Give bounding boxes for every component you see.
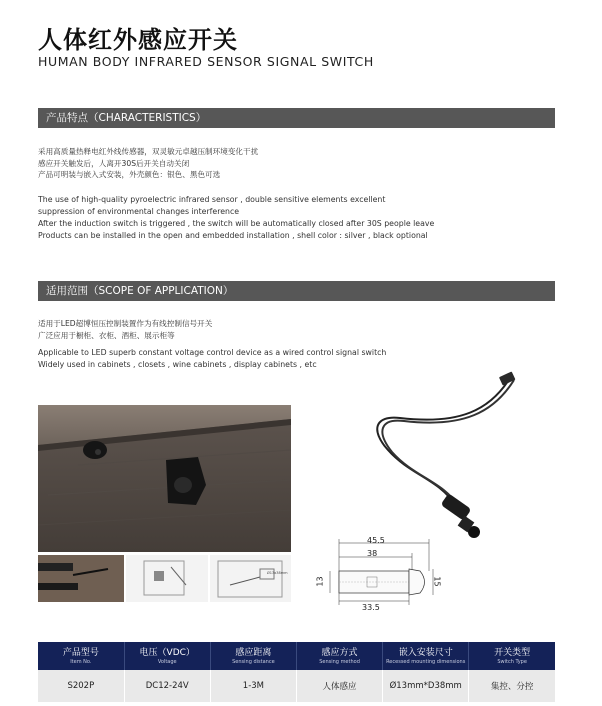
characteristics-cn-text [38, 146, 258, 181]
text-line: 采用高质量热释电红外线传感器，双灵敏元卓越压制环境变化干扰 [38, 147, 259, 156]
cell-voltage: DC12-24V [124, 670, 210, 702]
dimension-drawing [312, 525, 442, 615]
install-step-2-image [126, 555, 208, 602]
text-line: Applicable to LED superb constant voltage control device as a wired control signal switch [38, 348, 387, 357]
dimension-13: 13 [315, 576, 325, 587]
header-item-no: 产品型号 Item No. [38, 642, 124, 670]
text-line: Widely used in cabinets , closets , wine cabinets , display cabinets , etc [38, 360, 317, 369]
page-title: 人体红外感应开关 [38, 26, 238, 54]
application-en-text [38, 347, 386, 371]
cell-item-no: S202P [38, 670, 124, 702]
text-line: 产品可明装与嵌入式安装，外壳颜色：银色、黑色可选 [38, 170, 221, 179]
spec-table [38, 642, 555, 702]
hole-size-note: Ø13x38mm [267, 571, 288, 575]
installation-photo [38, 405, 291, 552]
cell-sensing-method: 人体感应 [296, 670, 382, 702]
characteristics-en-text [38, 194, 434, 242]
dimension-38: 38 [367, 549, 378, 558]
text-line: Products can be installed in the open and embedded installation , shell color : silver , black optional [38, 231, 428, 240]
header-sensing-method: 感应方式 Sensing method [296, 642, 382, 670]
text-line: suppression of environmental changes interference [38, 207, 240, 216]
header-switch-type: 开关类型 Switch Type [469, 642, 555, 670]
cell-switch-type: 集控、分控 [469, 670, 555, 702]
header-sensing-distance: 感应距离 Sensing distance [210, 642, 296, 670]
text-line: The use of high-quality pyroelectric infrared sensor , double sensitive elements excellent [38, 195, 386, 204]
dimension-33-5: 33.5 [362, 603, 380, 612]
spec-header-row [38, 642, 555, 670]
header-voltage: 电压（VDC） Voltage [124, 642, 210, 670]
application-cn-text [38, 318, 212, 341]
text-line: 广泛应用于橱柜、衣柜、酒柜、展示柜等 [38, 330, 175, 340]
header-mounting-dimensions: 嵌入安装尺寸 Recessed mounting dimensions [383, 642, 469, 670]
cell-sensing-distance: 1-3M [210, 670, 296, 702]
dimension-45-5: 45.5 [367, 536, 385, 545]
application-heading: 适用范围（SCOPE OF APPLICATION） [38, 281, 555, 301]
characteristics-heading: 产品特点（CHARACTERISTICS） [38, 108, 555, 128]
product-photo [370, 370, 520, 545]
dimension-15: 15 [432, 576, 442, 587]
install-step-3-image [210, 555, 291, 602]
cell-mounting-dimensions: Ø13mm*D38mm [383, 670, 469, 702]
page-subtitle: HUMAN BODY INFRARED SENSOR SIGNAL SWITCH [38, 54, 374, 69]
table-row [38, 670, 555, 702]
text-line: 适用于LED超博恒压控制装置作为有线控制信号开关 [38, 319, 213, 328]
text-line: 感应开关触发后，人离开30S后开关自动关闭 [38, 158, 190, 168]
text-line: After the induction switch is triggered , the switch will be automatically closed after 30S people leave [38, 219, 435, 228]
install-step-1-image [38, 555, 124, 602]
